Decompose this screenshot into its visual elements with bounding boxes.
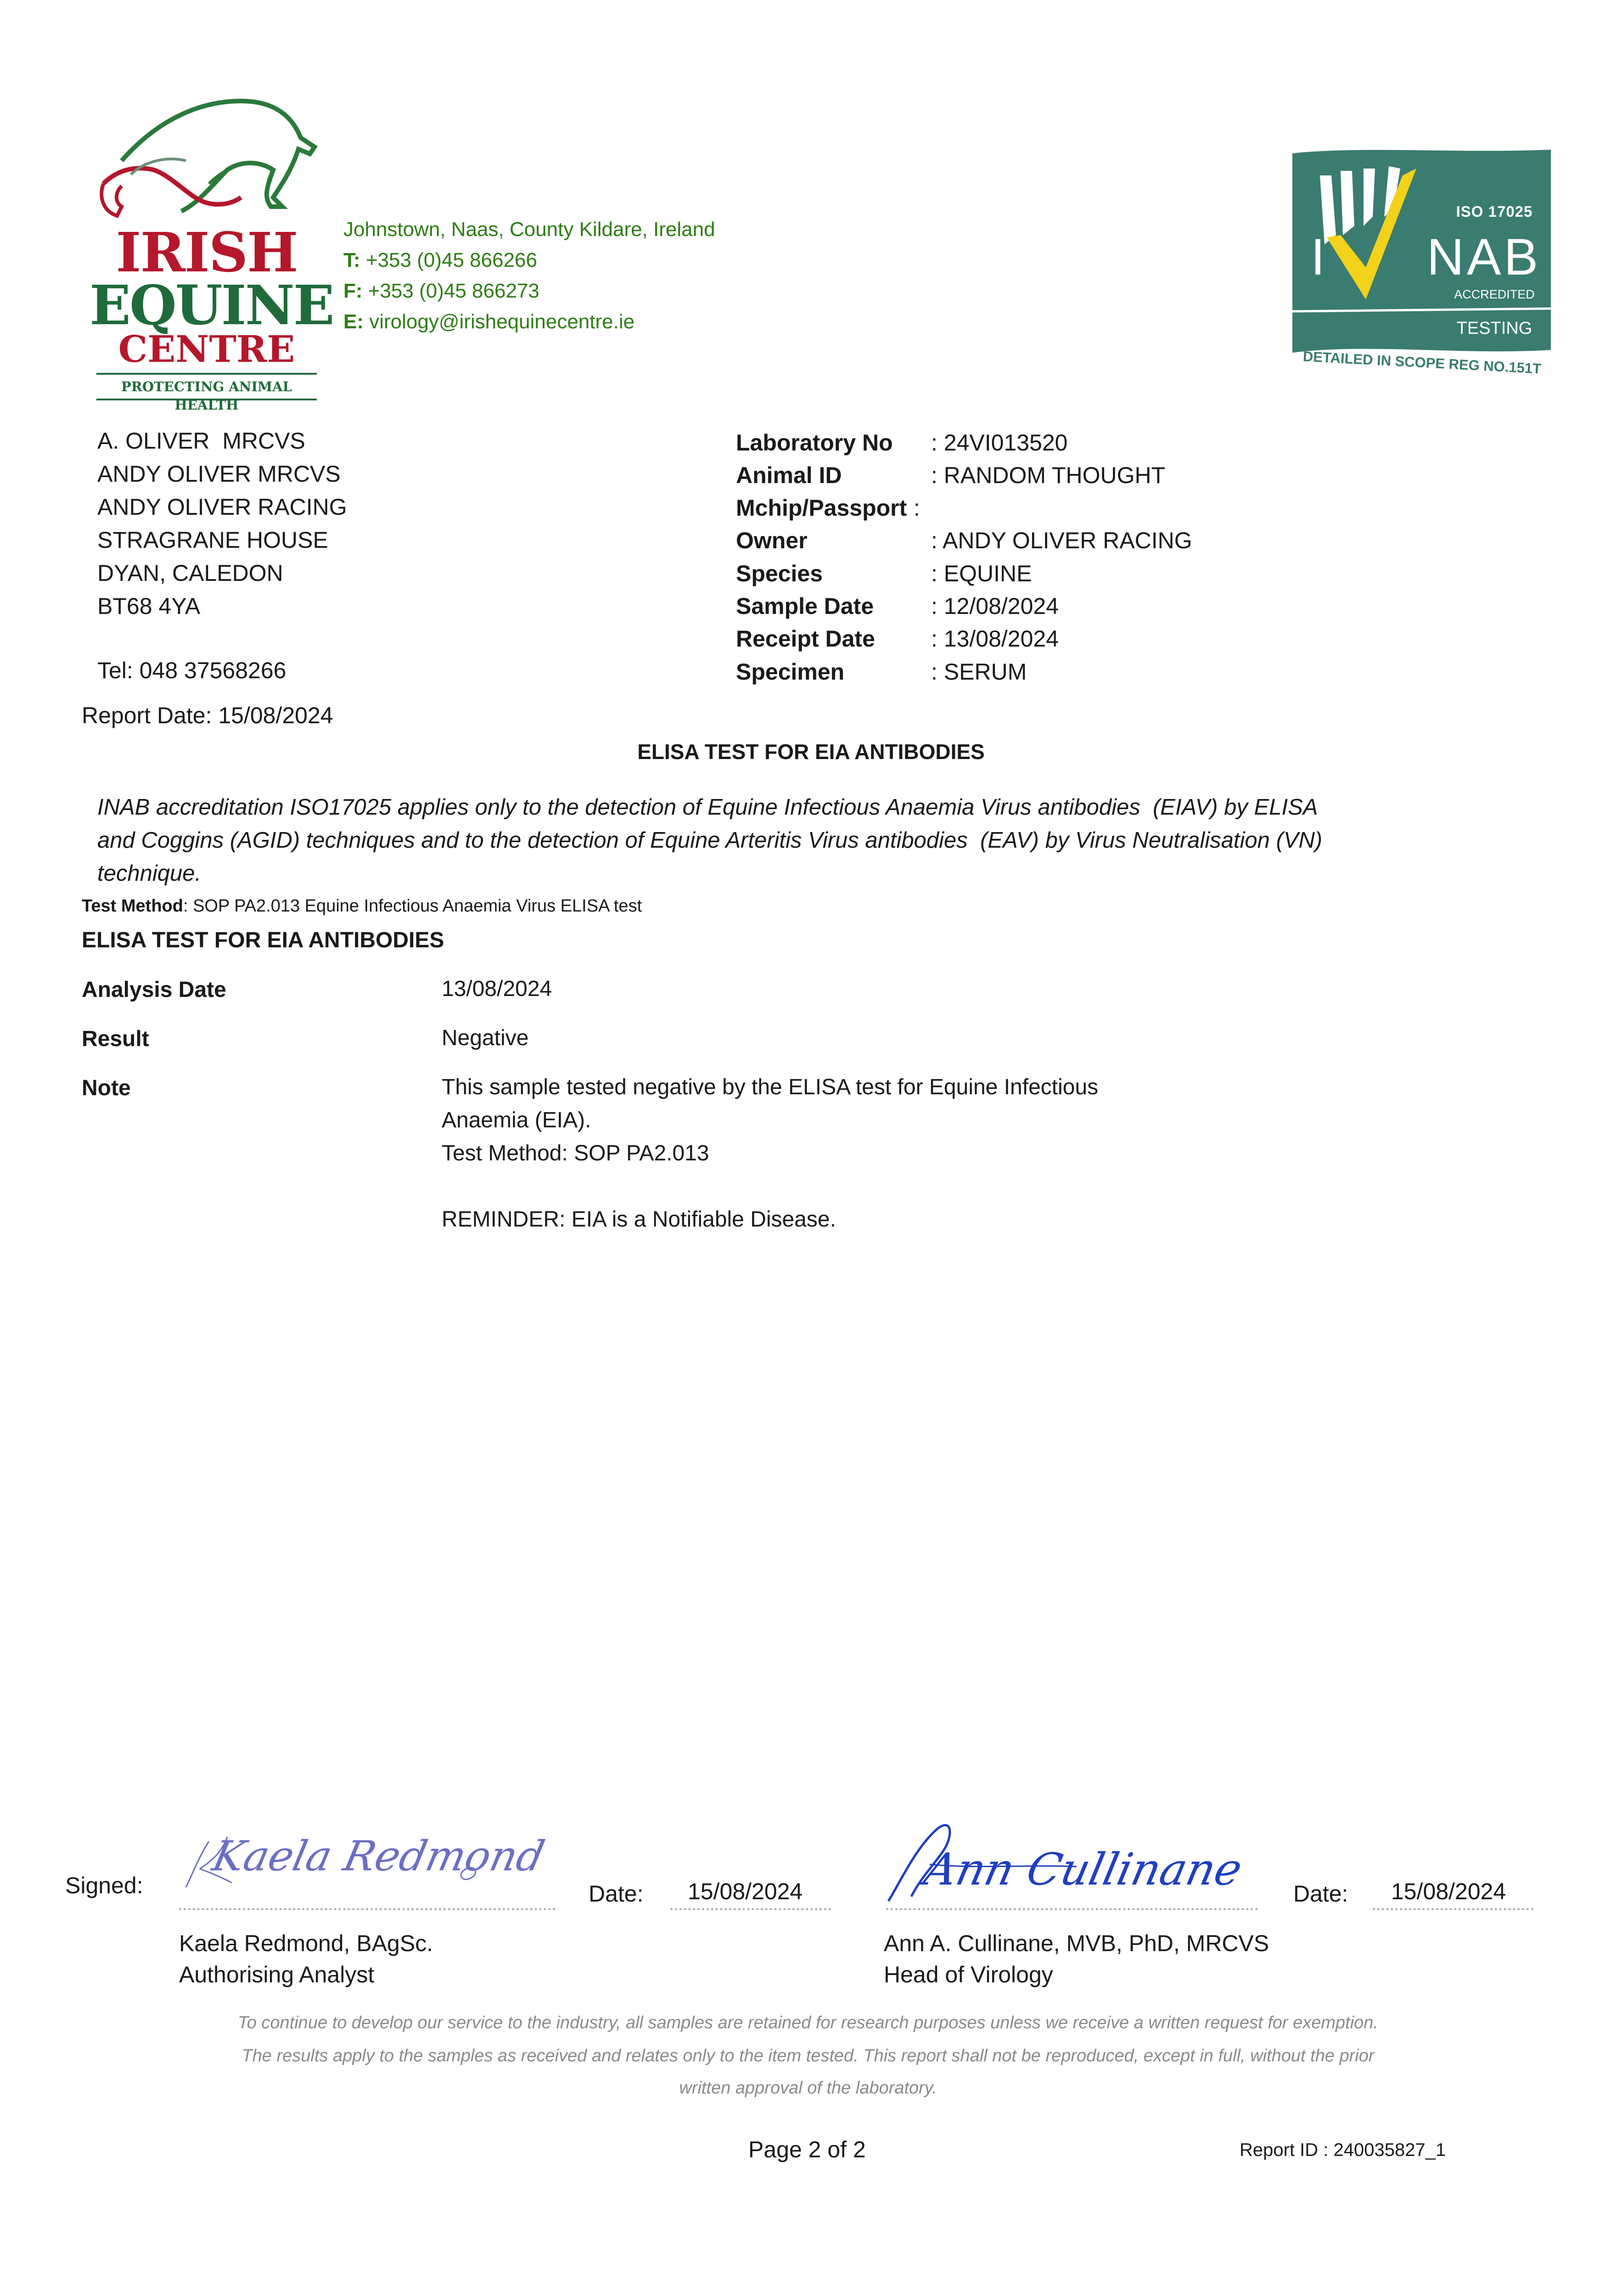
section-title: ELISA TEST FOR EIA ANTIBODIES [82, 928, 444, 952]
note-line: REMINDER: EIA is a Notifiable Disease. [442, 1207, 836, 1232]
iec-logo [90, 92, 333, 413]
fax-number: +353 (0)45 866273 [368, 280, 539, 302]
note-line: and Coggins (AGID) techniques and to the detection of Equine Arteritis Virus antibodies (EAV) by Virus Neutralisation (VN) [97, 828, 1323, 853]
report-date: Report Date: 15/08/2024 [82, 703, 333, 728]
lab-contact [343, 214, 986, 337]
analysis-date-value: 13/08/2024 [442, 977, 552, 1001]
lab-fax: F: +353 (0)45 866273 [343, 280, 539, 302]
note-line: INAB accreditation ISO17025 applies only to the detection of Equine Infectious Anaemia Virus antibodies (EIAV) by ELISA [97, 795, 1318, 820]
date-value-2: 15/08/2024 [1391, 1879, 1506, 1904]
analysis-date-label: Analysis Date [82, 978, 226, 1002]
signatory-1-role: Authorising Analyst [179, 1962, 375, 1987]
inab-accredited: ACCREDITED [1454, 287, 1535, 301]
signatory-1-name: Kaela Redmond, BAgSc. [179, 1930, 433, 1956]
footer-disclaimer-results [83, 2040, 1533, 2104]
disclaimer-line: written approval of the laboratory. [679, 2078, 937, 2098]
signature-kaela-redmond [181, 1823, 549, 1892]
signature-1-text: Kaela Redmond [208, 1832, 549, 1880]
disclaimer-line: The results apply to the samples as received and relates only to the item tested. This report shall not be reproduced, except in full, without the prior [241, 2046, 1375, 2065]
horse-icon [90, 92, 324, 230]
signatory-2 [884, 1928, 1481, 1990]
note-line: Test Method: SOP PA2.013 [442, 1141, 709, 1165]
note-line: This sample tested negative by the ELISA test for Equine Infectious [442, 1075, 1099, 1099]
signatory-2-role: Head of Virology [884, 1962, 1053, 1987]
address-line: BT68 4YA [97, 593, 201, 619]
inab-letters: NAB [1427, 228, 1541, 286]
address-line: A. OLIVER MRCVS [97, 428, 305, 454]
note-line: Anaemia (EIA). [442, 1108, 591, 1132]
test-method-label: Test Method [82, 896, 183, 916]
logo-tagline: PROTECTING ANIMAL HEALTH [121, 379, 292, 413]
inab-iso: ISO 17025 [1456, 203, 1533, 220]
recipient-tel: Tel: 048 37568266 [97, 658, 286, 683]
date-value-1: 15/08/2024 [688, 1879, 803, 1904]
signature-2-text: Ann Cullinane [920, 1844, 1247, 1895]
test-method-value: : SOP PA2.013 Equine Infectious Anaemia Virus ELISA test [183, 896, 642, 916]
signature-ann-cullinane [884, 1818, 1251, 1906]
logo-divider-bottom [96, 399, 317, 400]
address-line: ANDY OLIVER MRCVS [97, 461, 341, 487]
logo-centre: CENTRE [118, 327, 295, 371]
page-number: Page 2 of 2 [748, 2137, 866, 2162]
lab-address: Johnstown, Naas, County Kildare, Ireland [343, 218, 715, 241]
inab-logo [1290, 148, 1554, 391]
note-label: Note [82, 1076, 131, 1100]
lab-phone: T: +353 (0)45 866266 [343, 249, 537, 271]
date-label-2: Date: [1293, 1881, 1348, 1907]
phone-number: +353 (0)45 866266 [365, 249, 537, 271]
signature-1-line [179, 1908, 556, 1910]
address-line: STRAGRANE HOUSE [97, 527, 328, 553]
lab-email: E: virology@irishequinecentre.ie [343, 310, 635, 333]
signatory-1 [179, 1928, 684, 1990]
inab-scope: DETAILED IN SCOPE REG NO.151T [1302, 348, 1542, 377]
logo-irish: IRISH [116, 220, 297, 284]
note-value [442, 1071, 1498, 1236]
result-label: Result [82, 1027, 149, 1051]
date-label-1: Date: [589, 1881, 644, 1907]
signed-label: Signed: [65, 1873, 143, 1898]
inab-letter-i: I [1311, 228, 1325, 286]
recipient-address [97, 424, 694, 623]
address-line: DYAN, CALEDON [97, 560, 283, 586]
signatory-2-name: Ann A. Cullinane, MVB, PhD, MRCVS [884, 1930, 1269, 1956]
inab-testing: TESTING [1456, 319, 1532, 338]
accreditation-note [97, 791, 1543, 890]
result-value: Negative [442, 1026, 529, 1050]
logo-divider [96, 373, 317, 375]
email-link[interactable]: virology@irishequinecentre.ie [369, 310, 635, 333]
date-line-2 [1373, 1908, 1533, 1910]
footer-disclaimer-retention: To continue to develop our service to the industry, all samples are retained for research purposes unless we receive a written request for exemption. [238, 2013, 1378, 2032]
sample-info: Laboratory No : 24VI013520 Animal ID : RANDOM THOUGHT Mchip/Passport : Owner : ANDY OLIVER RACING Species : EQUINE Sample Date : 12/08/2024 Receipt Date : 13/08/2024 Specimen : SERUM [736, 430, 1192, 685]
address-line: ANDY OLIVER RACING [97, 494, 347, 520]
note-line: technique. [97, 861, 202, 886]
signature-2-line [886, 1908, 1258, 1910]
logo-equine: EQUINE [90, 273, 333, 337]
test-method [82, 896, 642, 916]
date-line-1 [670, 1908, 831, 1910]
report-id: Report ID : 240035827_1 [1240, 2140, 1446, 2160]
report-title: ELISA TEST FOR EIA ANTIBODIES [637, 740, 985, 764]
